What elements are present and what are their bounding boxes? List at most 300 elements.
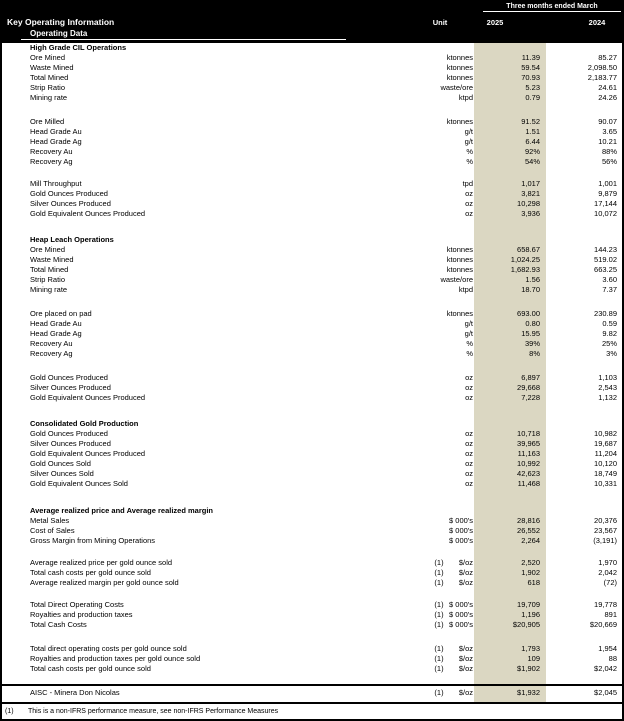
value-2025 xyxy=(474,359,546,373)
spacer-row xyxy=(2,630,622,644)
footnote-ref xyxy=(428,588,450,600)
unit-cell xyxy=(450,43,474,53)
footnote-ref xyxy=(428,459,450,469)
table-row xyxy=(2,644,622,654)
value-2025: 18.70 xyxy=(474,285,546,295)
footnote-ref xyxy=(428,536,450,546)
table-row xyxy=(2,53,622,63)
spacer-row xyxy=(2,546,622,558)
table-row xyxy=(2,393,622,403)
spacer-row xyxy=(2,359,622,373)
row-label xyxy=(2,588,428,600)
row-label: Mining rate xyxy=(30,285,68,294)
unit-cell: oz xyxy=(465,429,473,438)
table-row xyxy=(2,199,622,209)
row-label: Waste Mined xyxy=(30,63,74,72)
value-2024: 3.65 xyxy=(602,127,617,136)
value-2025: 3,821 xyxy=(474,189,546,199)
unit-cell xyxy=(450,295,474,309)
value-2024 xyxy=(546,403,622,419)
value-2025 xyxy=(474,588,546,600)
table-row xyxy=(2,63,622,73)
table-row xyxy=(2,479,622,489)
row-label xyxy=(2,359,428,373)
unit-cell: oz xyxy=(465,439,473,448)
unit-cell: $ 000's xyxy=(449,526,473,535)
value-2025: 10,718 xyxy=(474,429,546,439)
row-label: Mining rate xyxy=(30,93,68,102)
row-label: Gold Equivalent Ounces Sold xyxy=(30,479,128,488)
footnote-ref xyxy=(428,339,450,349)
unit-cell: $/oz xyxy=(458,664,473,673)
unit-cell: % xyxy=(466,349,473,358)
value-2024: 56% xyxy=(601,157,617,166)
value-2024: 230.89 xyxy=(594,309,617,318)
unit-cell: oz xyxy=(465,459,473,468)
footnote-ref xyxy=(428,157,450,167)
unit-cell: oz xyxy=(465,383,473,392)
value-2025: 1,682.93 xyxy=(474,265,546,275)
table-row xyxy=(2,329,622,339)
footnote-ref: (1) xyxy=(434,644,444,653)
column-header-unit: Unit xyxy=(432,18,448,27)
value-2024 xyxy=(546,506,622,516)
footnote-ref xyxy=(428,179,450,189)
row-label: Ore placed on pad xyxy=(30,309,92,318)
table-row xyxy=(2,373,622,383)
row-label: Mill Throughput xyxy=(30,179,82,188)
value-2025 xyxy=(474,419,546,429)
table-row xyxy=(2,137,622,147)
value-2024: 11,204 xyxy=(594,449,617,458)
unit-cell: ktonnes xyxy=(446,309,473,318)
value-2025: 0.80 xyxy=(474,319,546,329)
unit-cell: $/oz xyxy=(458,568,473,577)
unit-cell: ktonnes xyxy=(446,245,473,254)
unit-cell: $/oz xyxy=(458,558,473,567)
value-2024: 88% xyxy=(601,147,617,156)
unit-cell: ktonnes xyxy=(446,63,473,72)
value-2025: $20,905 xyxy=(474,620,546,630)
unit-cell: ktonnes xyxy=(446,265,473,274)
table-row xyxy=(2,686,622,702)
table-row xyxy=(2,275,622,285)
unit-cell: $/oz xyxy=(458,654,473,663)
unit-cell xyxy=(450,219,474,235)
unit-cell: oz xyxy=(465,449,473,458)
unit-cell: ktpd xyxy=(458,285,473,294)
unit-cell: oz xyxy=(465,393,473,402)
unit-cell: ktonnes xyxy=(446,73,473,82)
row-label: Silver Ounces Produced xyxy=(30,439,111,448)
unit-cell: ktonnes xyxy=(446,255,473,264)
footnote-ref xyxy=(428,295,450,309)
value-2025: 15.95 xyxy=(474,329,546,339)
value-2024: (3,191) xyxy=(593,536,617,545)
table-row xyxy=(2,349,622,359)
unit-cell: % xyxy=(466,147,473,156)
row-label: Total cash costs per gold ounce sold xyxy=(30,568,151,577)
row-label: Head Grade Ag xyxy=(30,329,82,338)
footnote-ref xyxy=(428,373,450,383)
value-2024: 85.27 xyxy=(598,53,617,62)
value-2024: 10.21 xyxy=(598,137,617,146)
value-2024 xyxy=(546,43,622,53)
value-2025: 11,163 xyxy=(474,449,546,459)
value-2024: 891 xyxy=(604,610,617,619)
table-row xyxy=(2,83,622,93)
footnote-ref xyxy=(428,526,450,536)
footnote-text: This is a non-IFRS performance measure, see non-IFRS Performance Measures xyxy=(28,708,279,715)
value-2024: 1,103 xyxy=(598,373,617,382)
value-2024: 2,183.77 xyxy=(587,73,617,82)
unit-cell xyxy=(450,588,474,600)
value-2025: 92% xyxy=(474,147,546,157)
row-label: Total Direct Operating Costs xyxy=(30,600,124,609)
table-row xyxy=(2,265,622,275)
footnote-ref: (1) xyxy=(434,568,444,577)
footnote-ref: (1) xyxy=(434,620,444,629)
value-2025 xyxy=(474,403,546,419)
row-label: Metal Sales xyxy=(30,516,70,525)
value-2024 xyxy=(546,674,622,684)
unit-cell: % xyxy=(466,339,473,348)
row-label xyxy=(2,167,428,179)
row-label: Waste Mined xyxy=(30,255,74,264)
unit-cell: oz xyxy=(465,209,473,218)
value-2025: $1,932 xyxy=(474,686,546,702)
row-label: Recovery Au xyxy=(30,147,73,156)
value-2025 xyxy=(474,295,546,309)
row-label: Ore Mined xyxy=(30,245,66,254)
row-label: Recovery Ag xyxy=(30,349,73,358)
row-label: Average realized margin per gold ounce sold xyxy=(30,578,179,587)
value-2024: 88 xyxy=(608,654,617,663)
footnote-ref: (1) xyxy=(434,688,444,697)
row-label: Gold Equivalent Ounces Produced xyxy=(30,209,146,218)
table-row xyxy=(2,189,622,199)
footnote-ref xyxy=(428,209,450,219)
section-header-row xyxy=(2,506,622,516)
value-2024 xyxy=(546,489,622,506)
value-2025: 91.52 xyxy=(474,117,546,127)
section-header-row xyxy=(2,235,622,245)
section-header-row xyxy=(2,43,622,53)
spacer-row xyxy=(2,403,622,419)
table-row xyxy=(2,73,622,83)
value-2025: 2,520 xyxy=(474,558,546,568)
footnote-ref xyxy=(428,235,450,245)
unit-cell xyxy=(450,403,474,419)
row-label: Total cash costs per gold ounce sold xyxy=(30,664,151,673)
value-2025: 1.56 xyxy=(474,275,546,285)
value-2024: 17,144 xyxy=(594,199,617,208)
row-label: AISC - Minera Don Nicolas xyxy=(30,688,120,697)
value-2025: 1,024.25 xyxy=(474,255,546,265)
row-label xyxy=(2,403,428,419)
value-2025: 2,264 xyxy=(474,536,546,546)
value-2024: 23,567 xyxy=(594,526,617,535)
value-2024 xyxy=(546,546,622,558)
footnote-ref xyxy=(428,137,450,147)
row-label: Ore Milled xyxy=(30,117,65,126)
table-row xyxy=(2,449,622,459)
value-2024: 19,778 xyxy=(594,600,617,609)
value-2025: 28,816 xyxy=(474,516,546,526)
spacer-row xyxy=(2,103,622,117)
value-2025: 5.23 xyxy=(474,83,546,93)
table-row xyxy=(2,439,622,449)
table-row xyxy=(2,654,622,664)
value-2025 xyxy=(474,219,546,235)
table-row xyxy=(2,664,622,674)
row-label: Gold Equivalent Ounces Produced xyxy=(30,449,146,458)
table-row xyxy=(2,255,622,265)
footnote-ref xyxy=(428,439,450,449)
unit-cell: $ 000's xyxy=(449,600,473,609)
value-2025 xyxy=(474,167,546,179)
period-spanner-label: Three months ended March xyxy=(483,3,621,12)
footnote-row xyxy=(2,702,622,719)
page-title: Key Operating Information xyxy=(7,17,115,27)
footnote-ref xyxy=(428,285,450,295)
row-label xyxy=(2,674,428,684)
table-row xyxy=(2,285,622,295)
footnote-ref xyxy=(428,383,450,393)
unit-cell: oz xyxy=(465,469,473,478)
row-label: Recovery Au xyxy=(30,339,73,348)
footnote-ref xyxy=(428,429,450,439)
unit-cell xyxy=(450,167,474,179)
row-label: Total Cash Costs xyxy=(30,620,87,629)
footnote-ref xyxy=(428,469,450,479)
table-row xyxy=(2,578,622,588)
row-label: Heap Leach Operations xyxy=(30,235,114,244)
table-header-band xyxy=(2,0,622,43)
table-row xyxy=(2,147,622,157)
row-label: Silver Ounces Produced xyxy=(30,383,111,392)
row-label: Strip Ratio xyxy=(30,275,66,284)
value-2024: 2,042 xyxy=(598,568,617,577)
row-label: Head Grade Au xyxy=(30,127,82,136)
value-2024 xyxy=(546,167,622,179)
value-2024: 24.26 xyxy=(598,93,617,102)
row-label: Recovery Ag xyxy=(30,157,73,166)
footnote-ref xyxy=(428,359,450,373)
unit-cell: % xyxy=(466,157,473,166)
value-2025: 11.39 xyxy=(474,53,546,63)
value-2025 xyxy=(474,630,546,644)
value-2024: 10,982 xyxy=(594,429,617,438)
table-body xyxy=(2,43,622,702)
table-row xyxy=(2,319,622,329)
value-2025: 8% xyxy=(474,349,546,359)
footnote-ref xyxy=(428,393,450,403)
value-2024: 1,132 xyxy=(598,393,617,402)
value-2025: 59.54 xyxy=(474,63,546,73)
footnote-ref xyxy=(428,403,450,419)
row-label: Average realized price per gold ounce sold xyxy=(30,558,173,567)
table-row xyxy=(2,245,622,255)
value-2025 xyxy=(474,546,546,558)
unit-cell xyxy=(450,506,474,516)
unit-cell: oz xyxy=(465,373,473,382)
footnote-ref xyxy=(428,506,450,516)
unit-cell: g/t xyxy=(464,137,473,146)
value-2025: 26,552 xyxy=(474,526,546,536)
value-2024: 2,098.50 xyxy=(587,63,617,72)
footnote-ref xyxy=(428,189,450,199)
value-2024: 18,749 xyxy=(594,469,617,478)
footnote-ref xyxy=(428,103,450,117)
table-row xyxy=(2,429,622,439)
value-2024 xyxy=(546,103,622,117)
footnote-ref xyxy=(428,516,450,526)
footnote-ref xyxy=(428,479,450,489)
value-2025 xyxy=(474,43,546,53)
value-2024: 10,331 xyxy=(594,479,617,488)
value-2024: 1,001 xyxy=(598,179,617,188)
unit-cell: oz xyxy=(465,199,473,208)
spacer-row xyxy=(2,588,622,600)
unit-cell xyxy=(450,359,474,373)
row-label xyxy=(2,103,428,117)
value-2024: 0.59 xyxy=(602,319,617,328)
row-label: Total Mined xyxy=(30,265,69,274)
value-2024: 1,954 xyxy=(598,644,617,653)
row-label: Total Mined xyxy=(30,73,69,82)
unit-cell: $/oz xyxy=(458,688,473,697)
row-label xyxy=(2,546,428,558)
value-2025: 618 xyxy=(474,578,546,588)
value-2025 xyxy=(474,489,546,506)
value-2024: 7.37 xyxy=(602,285,617,294)
value-2025: 1.51 xyxy=(474,127,546,137)
table-row xyxy=(2,459,622,469)
row-label: Cost of Sales xyxy=(30,526,75,535)
unit-cell: $ 000's xyxy=(449,536,473,545)
unit-cell: $ 000's xyxy=(449,516,473,525)
table-row xyxy=(2,157,622,167)
table-row xyxy=(2,383,622,393)
value-2025: 11,468 xyxy=(474,479,546,489)
value-2024: 3.60 xyxy=(602,275,617,284)
value-2024: 9,879 xyxy=(598,189,617,198)
footnote-ref xyxy=(428,93,450,103)
table-row xyxy=(2,620,622,630)
table-row xyxy=(2,516,622,526)
row-label: Gold Ounces Sold xyxy=(30,459,91,468)
footnote-ref xyxy=(428,167,450,179)
value-2025: 29,668 xyxy=(474,383,546,393)
value-2024 xyxy=(546,295,622,309)
unit-cell: ktonnes xyxy=(446,53,473,62)
value-2025: 3,936 xyxy=(474,209,546,219)
row-label: Head Grade Ag xyxy=(30,137,82,146)
footnote-ref xyxy=(428,546,450,558)
footnote-ref: (1) xyxy=(434,578,444,587)
column-header-2024: 2024 xyxy=(588,18,606,27)
value-2025 xyxy=(474,674,546,684)
unit-cell xyxy=(450,674,474,684)
value-2025: $1,902 xyxy=(474,664,546,674)
value-2025: 70.93 xyxy=(474,73,546,83)
value-2024: 9.82 xyxy=(602,329,617,338)
value-2025: 1,196 xyxy=(474,610,546,620)
value-2024 xyxy=(546,630,622,644)
value-2024 xyxy=(546,219,622,235)
table-row xyxy=(2,209,622,219)
unit-cell: oz xyxy=(465,479,473,488)
footnote-ref xyxy=(428,127,450,137)
value-2024: $2,042 xyxy=(594,664,617,673)
row-label: Silver Ounces Sold xyxy=(30,469,94,478)
value-2025: 39% xyxy=(474,339,546,349)
value-2025: 7,228 xyxy=(474,393,546,403)
footnote-ref xyxy=(428,449,450,459)
value-2024: $2,045 xyxy=(594,688,617,697)
value-2025: 658.67 xyxy=(474,245,546,255)
value-2025: 54% xyxy=(474,157,546,167)
unit-cell: waste/ore xyxy=(440,275,473,284)
unit-cell: g/t xyxy=(464,329,473,338)
row-label: Strip Ratio xyxy=(30,83,66,92)
unit-cell: $ 000's xyxy=(449,610,473,619)
row-label: Gold Ounces Produced xyxy=(30,189,108,198)
value-2024: 90.07 xyxy=(598,117,617,126)
value-2024 xyxy=(546,588,622,600)
value-2024: 3% xyxy=(606,349,617,358)
value-2025 xyxy=(474,235,546,245)
row-label: Royalties and production taxes xyxy=(30,610,133,619)
section-title-operating-data: Operating Data xyxy=(21,29,346,40)
table-row xyxy=(2,179,622,189)
row-label xyxy=(2,295,428,309)
footnote-ref: (1) xyxy=(434,600,444,609)
unit-cell: $ 000's xyxy=(449,620,473,629)
unit-cell xyxy=(450,630,474,644)
value-2024: (72) xyxy=(603,578,617,587)
footnote-ref xyxy=(428,349,450,359)
unit-cell: ktonnes xyxy=(446,117,473,126)
value-2025: 42,623 xyxy=(474,469,546,479)
footnote-marker: (1) xyxy=(5,708,14,715)
table-row xyxy=(2,600,622,610)
footnote-ref: (1) xyxy=(434,558,444,567)
value-2024 xyxy=(546,419,622,429)
footnote-ref: (1) xyxy=(434,654,444,663)
row-label: Ore Mined xyxy=(30,53,66,62)
unit-cell: g/t xyxy=(464,319,473,328)
value-2024: $20,669 xyxy=(589,620,617,629)
value-2025: 10,298 xyxy=(474,199,546,209)
value-2025: 0.79 xyxy=(474,93,546,103)
row-label: Head Grade Au xyxy=(30,319,82,328)
row-label: Total direct operating costs per gold ounce sold xyxy=(30,644,187,653)
footnote-ref xyxy=(428,147,450,157)
row-label: Gross Margin from Mining Operations xyxy=(30,536,156,545)
footnote-ref xyxy=(428,674,450,684)
spacer-row xyxy=(2,295,622,309)
row-label xyxy=(2,219,428,235)
unit-cell: ktpd xyxy=(458,93,473,102)
table-row xyxy=(2,558,622,568)
footnote-ref xyxy=(428,219,450,235)
row-label: Gold Equivalent Ounces Produced xyxy=(30,393,146,402)
table-row xyxy=(2,127,622,137)
value-2024: 20,376 xyxy=(594,516,617,525)
value-2024 xyxy=(546,235,622,245)
